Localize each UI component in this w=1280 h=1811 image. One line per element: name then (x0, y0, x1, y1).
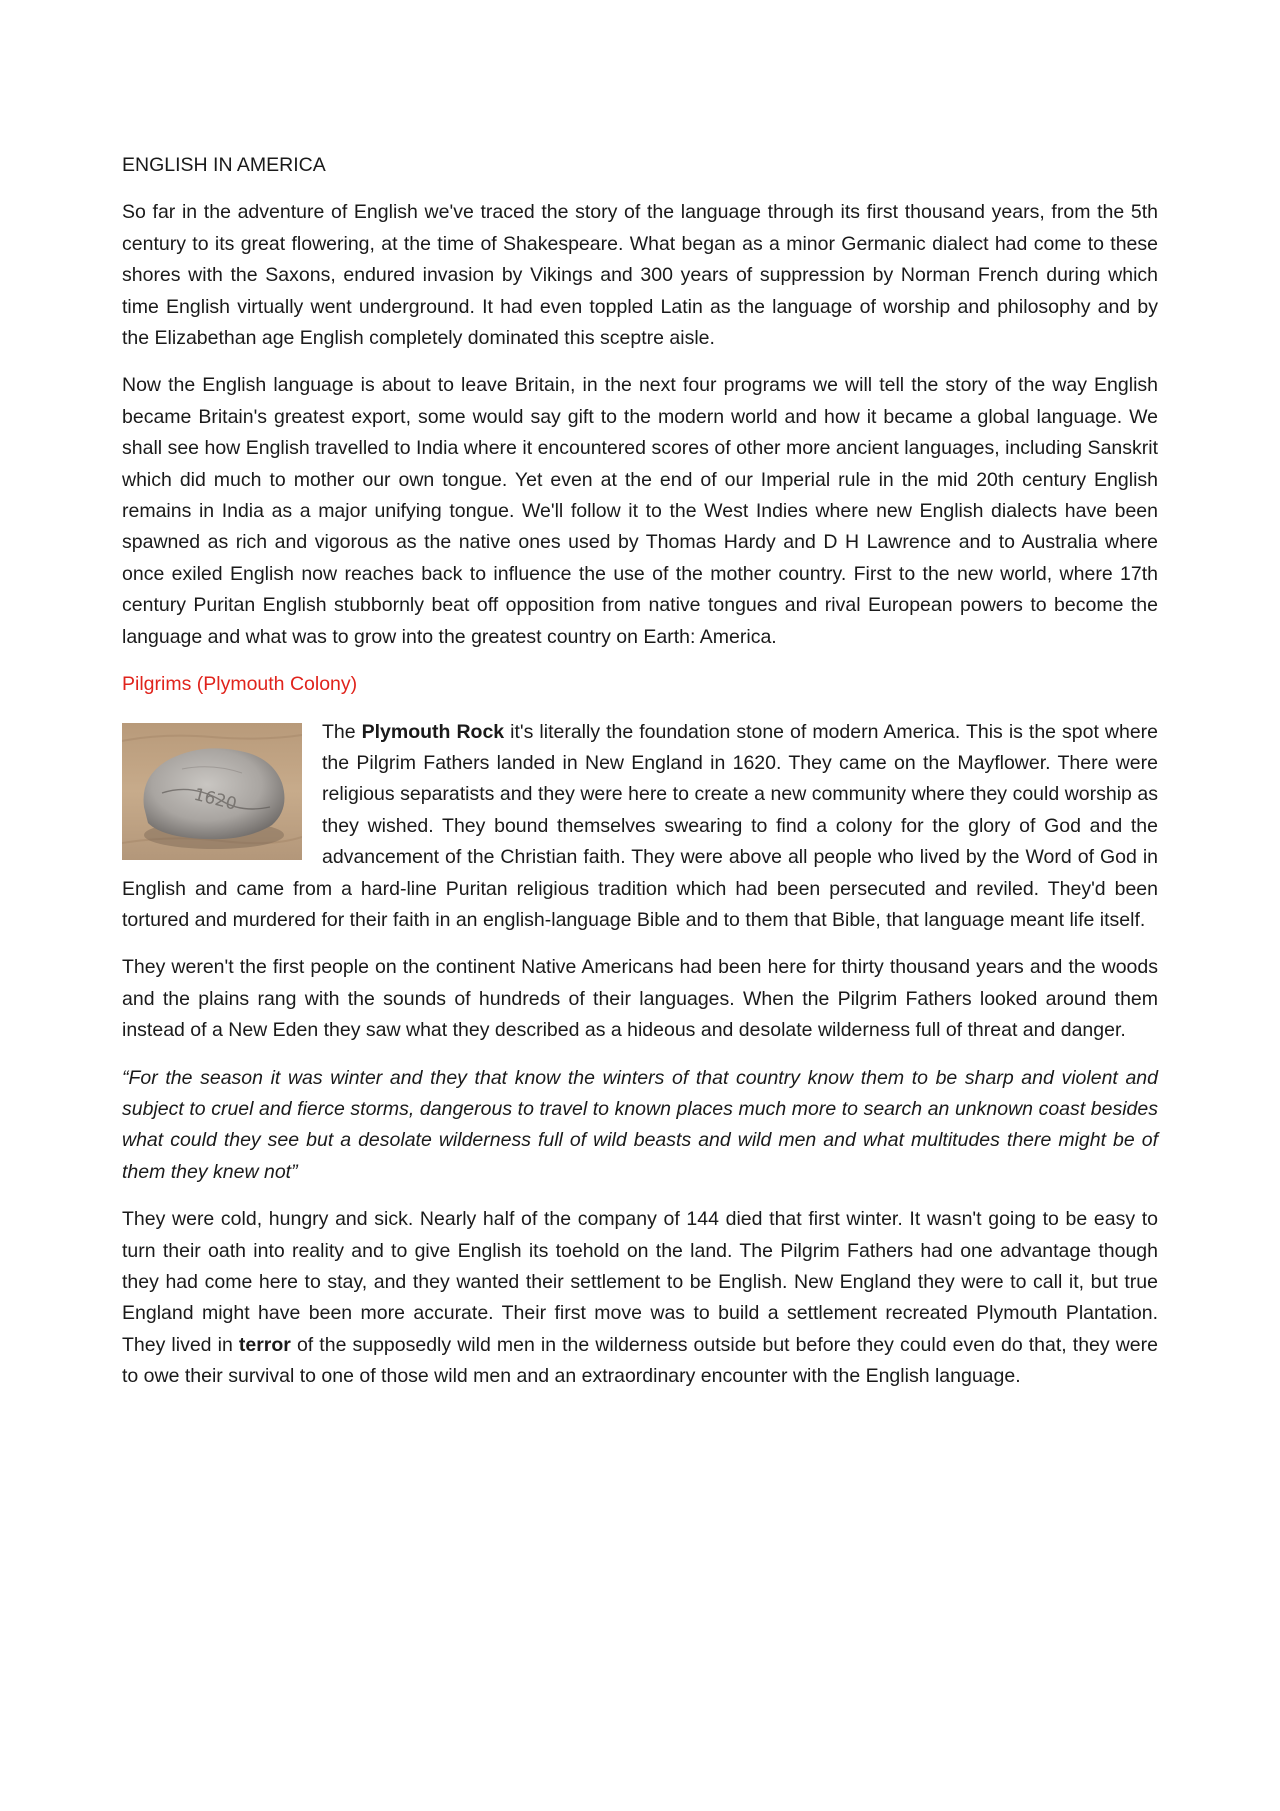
section-heading-pilgrims: Pilgrims (Plymouth Colony) (122, 673, 358, 696)
plymouth-rock-paragraph (122, 717, 1158, 937)
plymouth-rock-image (122, 723, 302, 860)
rock-paragraph-lead: The (322, 720, 362, 743)
settlement-paragraph-lead: They were cold, hungry and sick. Nearly half of the company of 144 died that first winter. It wasn't going to be easy to turn their oath into reality and to give English its toehold on the land. The Pilgrim Fathers had one advantage though they had come here to stay, and they wanted their settlement to be English. New England they were to call it, but true England might have been more accurate. Their first move was to build a settlement recreated Plymouth Plantation. They lived in (122, 1208, 1158, 1356)
document-title: ENGLISH IN AMERICA (122, 154, 326, 176)
intro-paragraph-1: So far in the adventure of English we've traced the story of the language through its first thousand years, from the 5th century to its great flowering, at the time of Shakespeare. What began as a minor Germanic dialect had come to these shores with the Saxons, endured invasion by Vikings and 300 years of suppression by Norman French during which time English virtually went underground. It had even toppled Latin as the language of worship and philosophy and by the Elizabethan age English completely dominated this sceptre aisle. (122, 201, 1158, 350)
intro-paragraph-2: Now the English language is about to leave Britain, in the next four programs we will tell the story of the way English became Britain's greatest export, some would say gift to the modern world and how it became a global language. We shall see how English travelled to India where it encountered scores of other more ancient languages, including Sanskrit which did much to mother our own tongue. Yet even at the end of our Imperial rule in the mid 20th century English remains in India as a major unifying tongue. We'll follow it to the West Indies where new English dialects have been spawned as rich and vigorous as the native ones used by Thomas Hardy and D H Lawrence and to Australia where once exiled English now reaches back to influence the use of the mother country. First to the new world, where 17th century Puritan English stubbornly beat off opposition from native tongues and rival European powers to become the language and what was to grow into the greatest country on Earth: America. (122, 374, 1158, 648)
document-page (122, 150, 1158, 1409)
rock-paragraph-rest: it's literally the foundation stone of modern America. This is the spot where the Pilgrim Fathers landed in New England in 1620. They came on the Mayflower. There were religious separatists and they were here to create a new community where they could worship as they wished. They bound themselves swearing to find a colony for the glory of God and the advancement of the Christian faith. They were above all people who lived by the Word of God in English and came from a hard-line Puritan religious tradition which had been persecuted and reviled. They'd been tortured and murdered for their faith in an english-language Bible and to them that Bible, that language meant life itself. (122, 720, 1159, 931)
plymouth-rock-bold: Plymouth Rock (361, 720, 505, 743)
terror-bold: terror (238, 1333, 291, 1356)
rock-engraving-text: 1620 (191, 784, 239, 815)
winter-quote: “For the season it was winter and they that know the winters of that country know them to be sharp and violent and subject to cruel and fierce storms, dangerous to travel to known places much more to search an unknown coast besides what could they see but a desolate wilderness full of wild beasts and wild men and what multitudes there might be of them they knew not” (122, 1066, 1158, 1183)
settlement-paragraph (122, 1204, 1158, 1392)
first-people-paragraph: They weren't the first people on the continent Native Americans had been here for thirty thousand years and the woods and the plains rang with the sounds of hundreds of their languages. When the Pilgrim Fathers looked around them instead of a New Eden they saw what they described as a hideous and desolate wilderness full of threat and danger. (122, 956, 1158, 1042)
settlement-paragraph-rest: of the supposedly wild men in the wilderness outside but before they could even do that, they were to owe their survival to one of those wild men and an extraordinary encounter with the English language. (122, 1333, 1158, 1388)
